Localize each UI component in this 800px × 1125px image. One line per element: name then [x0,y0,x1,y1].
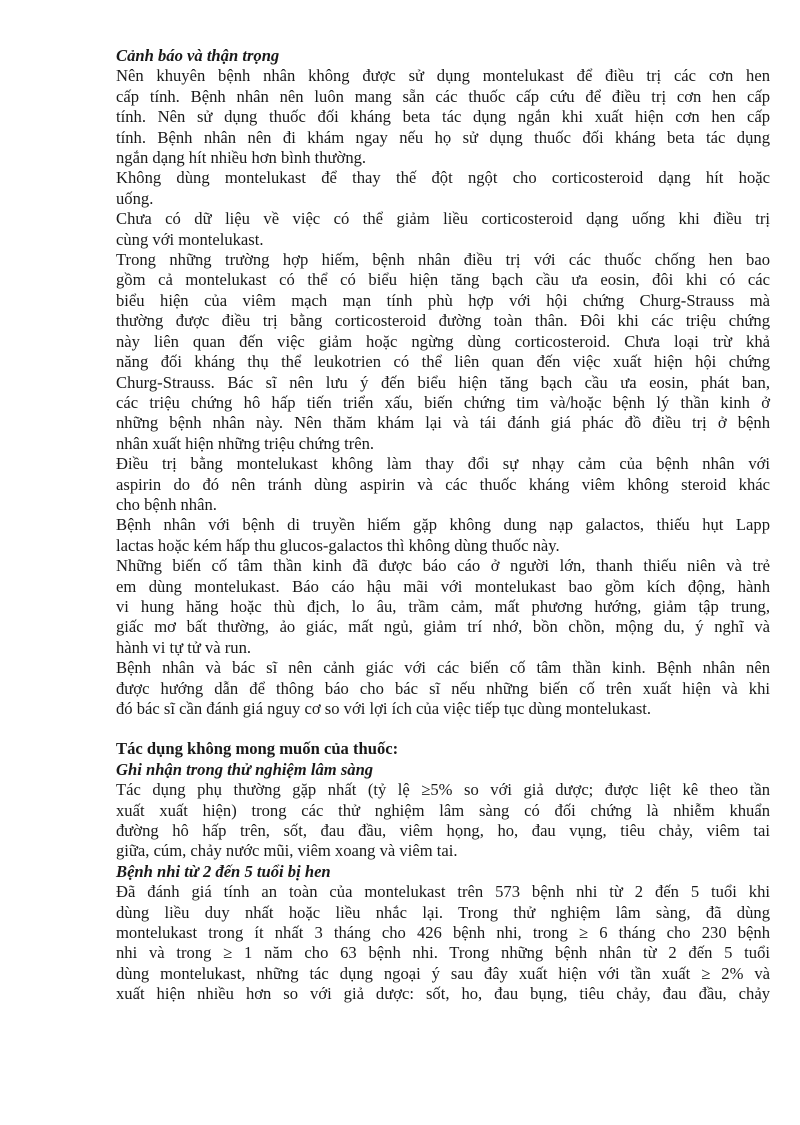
paragraph [116,556,770,658]
section-gap [116,719,770,739]
text-line: giấc mơ bất thường, ảo giác, mất ngủ, giảm trí nhớ, bồn chồn, mộng du, ý nghĩ và [116,617,770,637]
paragraph [116,515,770,556]
text-line: tính. Nên sử dụng thuốc đối kháng beta tác dụng ngắn khi xuất hiện cơn hen cấp [116,107,770,127]
text-line: giữa, cúm, chảy nước mũi, viêm xoang và viêm tai. [116,841,458,861]
paragraph [116,250,770,454]
text-line: xuất hiện nhiều hơn so với giả dược: sốt, ho, đau bụng, tiêu chảy, đau đầu, chảy [116,984,770,1004]
text-line: này liên quan đến việc giảm hoặc ngừng dùng corticosteroid. Chưa loại trừ khả [116,331,770,351]
paragraph [116,168,770,209]
text-line: em dùng montelukast. Báo cáo hậu mãi với montelukast bao gồm kích động, hành [116,576,770,596]
text-line: dùng montelukast, những tác dụng ngoại ý sau đây xuất hiện với tần xuất ≥ 2% và [116,963,770,983]
text-line: Nên khuyên bệnh nhân không được sử dụng montelukast để điều trị các cơn hen [116,66,770,86]
text-line: aspirin do đó nên tránh dùng aspirin và các thuốc kháng viêm không steroid khác [116,474,770,494]
section-heading-warnings: Cảnh báo và thận trọng [116,46,280,65]
text-line: đó bác sĩ cần đánh giá nguy cơ so với lợi ích của việc tiếp tục dùng montelukast. [116,699,652,718]
text-line: nhân xuất hiện những triệu chứng trên. [116,433,375,453]
section-heading-adverse-effects: Tác dụng không mong muốn của thuốc: [116,739,399,759]
paragraph [116,66,770,168]
text-line: các triệu chứng hô hấp tiến triển xấu, biến chứng tim và/hoặc bệnh lý thần kinh ở [116,392,770,412]
paragraph [116,209,770,250]
text-line: Bệnh nhân và bác sĩ nên cảnh giác với các biến cố tâm thần kinh. Bệnh nhân nên [116,658,770,678]
text-line: Không dùng montelukast để thay thế đột ngột cho corticosteroid dạng hít hoặc [116,168,770,188]
text-line: hành vi tự tử và run. [116,637,252,657]
text-line: vi hung hăng hoặc thù địch, lo âu, trầm cảm, mất phương hướng, giảm tập trung, [116,596,770,616]
text-line: Bệnh nhân với bệnh di truyền hiếm gặp không dung nạp galactos, thiếu hụt Lapp [116,515,770,535]
text-line: Đã đánh giá tính an toàn của montelukast trên 573 bệnh nhi từ 2 đến 5 tuổi khi [116,882,770,902]
paragraph [116,454,770,515]
text-line: Những biến cố tâm thần kinh đã được báo cáo ở người lớn, thanh thiếu niên và trẻ [116,556,770,576]
text-line: Tác dụng phụ thường gặp nhất (tỷ lệ ≥5% so với giả dược; được liệt kê theo tần [116,780,770,800]
text-line: năng đối kháng thụ thể leukotrien có thể liên quan đến việc xuất hiện hội chứng [116,352,770,372]
text-line: Chưa có dữ liệu về việc có thể giảm liều corticosteroid dạng uống khi điều trị [116,209,770,229]
paragraph [116,882,770,1004]
text-line: biểu hiện của viêm mạch mạn tính phù hợp với hội chứng Churg-Strauss mà [116,290,770,310]
text-line: được hướng dẫn để thông báo cho bác sĩ nếu những biến cố trên xuất hiện và khi [116,678,770,698]
text-line: gồm cả montelukast có thể có biểu hiện tăng bạch cầu ưa eosin, đôi khi có các [116,270,770,290]
text-line: cùng với montelukast. [116,229,264,249]
text-line: Điều trị bằng montelukast không làm thay đổi sự nhạy cảm của bệnh nhân với [116,454,770,474]
text-line: xuất xuất hiện) trong các thử nghiệm lâm sàng có đối chứng là nhiễm khuẩn [116,800,770,820]
text-line: cho bệnh nhân. [116,494,217,514]
text-line: ngắn dạng hít nhiều hơn bình thường. [116,148,367,168]
text-line: montelukast trong ít nhất 3 tháng cho 426 bệnh nhi, trong ≥ 6 tháng cho 230 bệnh [116,923,770,943]
text-line: lactas hoặc kém hấp thu glucos-galactos thì không dùng thuốc này. [116,535,560,555]
subsection-heading-pediatric: Bệnh nhi từ 2 đến 5 tuổi bị hen [116,861,331,881]
subsection-heading-clinical-trials: Ghi nhận trong thử nghiệm lâm sàng [116,759,374,779]
text-line: tính. Bệnh nhân nên đi khám ngay nếu họ sử dụng thuốc đối kháng beta tác dụng [116,127,770,147]
text-line: Churg-Strauss. Bác sĩ nên lưu ý đến biểu hiện tăng bạch cầu ưa eosin, phát ban, [116,372,770,392]
paragraph [116,658,770,719]
text-line: nhi và trong ≥ 1 năm cho 63 bệnh nhi. Trong những bệnh nhân từ 2 đến 5 tuổi [116,943,770,963]
text-line: những bệnh nhân này. Nên thăm khám lại và tái đánh giá phác đồ điều trị ở bệnh [116,413,770,433]
text-line: thường được điều trị bằng corticosteroid đường toàn thân. Đôi khi các triệu chứng [116,311,770,331]
text-line: đường hô hấp trên, sốt, đau đầu, viêm họng, ho, đau vụng, tiêu chảy, viêm tai [116,821,770,841]
text-line: dùng liều duy nhất hoặc liều nhắc lại. Trong thử nghiệm lâm sàng, đã dùng [116,902,770,922]
paragraph [116,780,770,862]
text-line: cấp tính. Bệnh nhân nên luôn mang sẵn các thuốc cấp cứu để điều trị cơn hen cấp [116,86,770,106]
text-line: Trong những trường hợp hiếm, bệnh nhân điều trị với các thuốc chống hen bao [116,250,770,270]
text-line: uống. [116,188,154,208]
